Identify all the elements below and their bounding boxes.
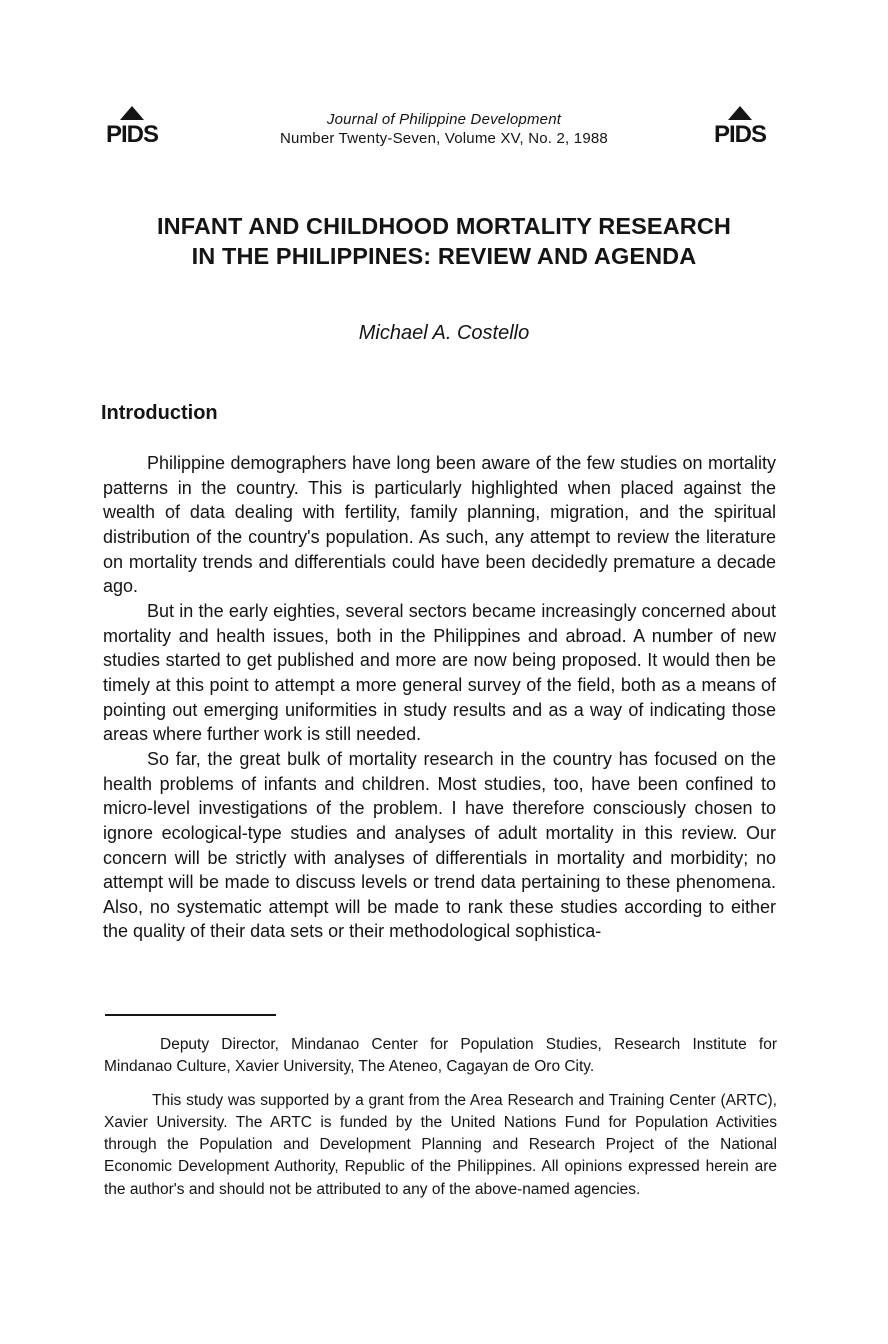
author-name: Michael A. Costello [358, 322, 530, 344]
paragraph: But in the early eighties, several sectors became increasingly concerned about mortality and health issues, both in the Philippines and abroad. A number of new studies started to get published and more are now being proposed. It would then be timely at this point to attempt a more general survey of the field, both as a means of pointing out emerging uniformities in study results and as a way of indicating those areas where further work is still needed. [103, 600, 776, 745]
paragraph: So far, the great bulk of mortality research in the country has focused on the health problems of infants and children. Most studies, too, have been confined to micro-level investigations of the problem. I have therefore consciously chosen to ignore ecological-type studies and analyses of adult mortality in this review. Our concern will be strictly with analyses of differentials in mortality and morbidity; no attempt will be made to discuss levels or trend data pertaining to these phenomena. Also, no systematic attempt will be made to rank these studies according to either the quality of their data sets or their methodological sophistica- [103, 748, 776, 942]
journal-header [200, 110, 688, 148]
article-title-line-1: INFANT AND CHILDHOOD MORTALITY RESEARCH [157, 213, 731, 239]
article-title-line-2: IN THE PHILIPPINES: REVIEW AND AGENDA [191, 243, 697, 269]
pids-logo-left [96, 104, 168, 146]
footnote-affiliation: Deputy Director, Mindanao Center for Population Studies, Research Institute for Mindanao Culture, Xavier University, The Ateneo, Cagayan de Oro City. [104, 1036, 777, 1076]
pids-logo-right [704, 104, 776, 146]
svg-text:PIDS: PIDS [105, 121, 159, 146]
journal-name: Journal of Philippine Development [326, 111, 562, 128]
journal-issue: Number Twenty-Seven, Volume XV, No. 2, 1988 [280, 130, 608, 147]
footnote-divider [105, 1014, 276, 1016]
body-text [103, 451, 776, 944]
footnote-funding: This study was supported by a grant from the Area Research and Training Center (ARTC), Xavier University. The ARTC is funded by the United Nations Fund for Population Activities through the Population and Development Planning and Research Project of the National Economic Development Authority, Republic of the Philippines. All opinions expressed herein are the author's and should not be attributed to any of the above-named agencies. [104, 1091, 777, 1198]
paragraph: Philippine demographers have long been aware of the few studies on mortality patterns in the country. This is particularly highlighted when placed against the wealth of data dealing with fertility, family planning, migration, and the spiritual distribution of the country's population. As such, any attempt to review the literature on mortality trends and differentials could have been decidedly premature a decade ago. [103, 453, 776, 597]
svg-text:PIDS: PIDS [713, 121, 767, 146]
section-heading: Introduction [101, 402, 218, 424]
article-title [60, 211, 828, 271]
footnotes [104, 1034, 777, 1201]
